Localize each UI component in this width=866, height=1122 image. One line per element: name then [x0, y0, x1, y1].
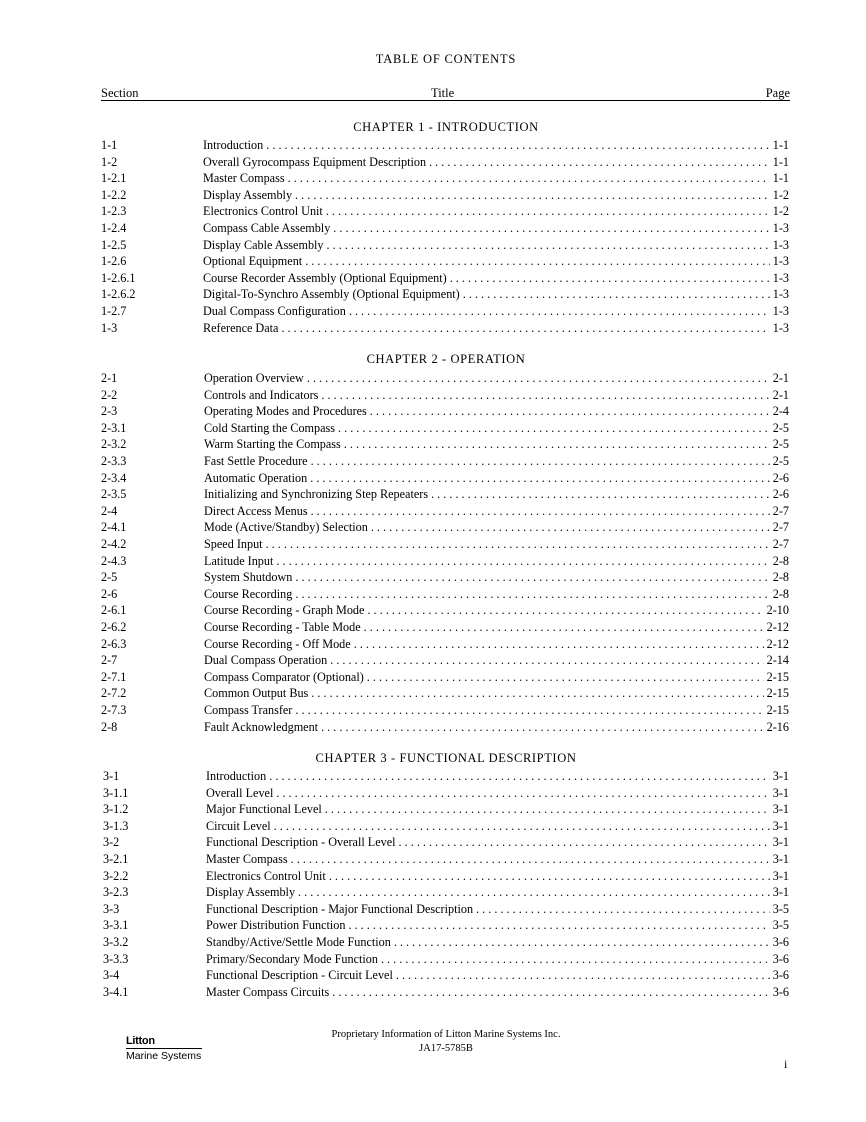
toc-entry-title: Introduction [203, 137, 266, 153]
toc-entry[interactable] [101, 569, 789, 585]
toc-entry[interactable] [103, 868, 789, 884]
logo-brand: Litton [126, 1035, 155, 1047]
dot-leader [399, 834, 770, 850]
toc-entry-page: 3-1 [770, 851, 789, 867]
toc-entry-section: 1-2.7 [101, 304, 127, 318]
toc-entry[interactable] [101, 320, 789, 336]
toc-entry-page: 1-3 [770, 220, 789, 236]
toc-entry[interactable] [101, 702, 789, 718]
toc-entry-section: 2-7.1 [101, 669, 127, 684]
toc-entry[interactable] [101, 370, 789, 386]
toc-entry-section: 2-3.2 [101, 437, 127, 452]
toc-entry[interactable] [101, 436, 789, 452]
toc-entry-title: Display Assembly [206, 884, 298, 900]
dot-leader [295, 187, 770, 203]
dot-leader [450, 270, 770, 286]
toc-entry-title: Optional Equipment [203, 253, 305, 269]
toc-entry-page: 1-3 [770, 237, 789, 253]
toc-entry[interactable] [101, 685, 789, 701]
toc-entry-section: 3-1.2 [103, 802, 129, 817]
dot-leader [307, 370, 770, 386]
toc-entry-section: 1-2.4 [101, 221, 127, 235]
column-page-label: Page [765, 86, 790, 100]
toc-entry-section: 2-4.1 [101, 520, 127, 535]
toc-entry-title: Functional Description - Overall Level [206, 834, 399, 850]
toc-entry-section: 3-2.2 [103, 868, 129, 883]
toc-entry[interactable] [101, 154, 789, 170]
toc-entry[interactable] [101, 286, 789, 302]
toc-entry[interactable] [101, 602, 789, 618]
toc-entry-title: Overall Level [206, 785, 276, 801]
toc-entry-page: 2-6 [770, 470, 789, 486]
dot-leader [295, 569, 769, 585]
dot-leader [311, 503, 770, 519]
toc-entry-page: 1-1 [770, 137, 789, 153]
toc-entry-page: 1-3 [770, 270, 789, 286]
toc-entry-page: 3-1 [770, 801, 789, 817]
toc-entry[interactable] [101, 253, 789, 269]
toc-entry-title: Common Output Bus [204, 685, 311, 701]
toc-entry-title: Automatic Operation [204, 470, 310, 486]
toc-entry-title: System Shutdown [204, 569, 295, 585]
toc-entry-section: 2-3.1 [101, 420, 127, 435]
toc-entry-section: 2-1 [101, 371, 118, 385]
toc-entry-title: Initializing and Synchronizing Step Repeaters [204, 486, 431, 502]
toc-entry[interactable] [101, 486, 789, 502]
toc-entry-page: 3-6 [770, 934, 789, 950]
dot-leader [344, 436, 770, 452]
toc-entry-section: 2-2 [101, 387, 118, 402]
toc-entry-title: Display Assembly [203, 187, 295, 203]
toc-entry-section: 1-1 [101, 138, 118, 152]
toc-entry-section: 2-3 [101, 404, 118, 419]
toc-entry-title: Compass Transfer [204, 702, 295, 718]
dot-leader [349, 303, 770, 319]
toc-entry[interactable] [103, 785, 789, 801]
toc-entry[interactable] [103, 818, 789, 834]
toc-entry-section: 1-2.6 [101, 254, 127, 269]
toc-entry[interactable] [103, 901, 789, 917]
toc-entry-section: 3-2 [103, 835, 120, 850]
toc-entry-section: 3-1 [103, 769, 120, 783]
logo-rule [126, 1048, 202, 1049]
toc-entry[interactable] [101, 503, 789, 519]
toc-entry-page: 2-12 [764, 619, 789, 635]
dot-leader [367, 669, 764, 685]
toc-entry-title: Primary/Secondary Mode Function [206, 951, 381, 967]
toc-entry[interactable] [101, 636, 789, 652]
dot-leader [329, 868, 770, 884]
dot-leader [371, 519, 770, 535]
dot-leader [429, 154, 770, 170]
toc-entry-section: 3-4 [103, 968, 120, 983]
dot-leader [266, 137, 770, 153]
dot-leader [311, 453, 770, 469]
toc-entry-title: Dual Compass Operation [204, 652, 330, 668]
toc-entry-section: 3-2.1 [103, 852, 129, 866]
toc-entry-section: 2-3.3 [101, 454, 127, 468]
toc-entry-page: 2-15 [764, 702, 789, 718]
toc-entry[interactable] [103, 917, 789, 933]
dot-leader [476, 901, 770, 917]
toc-entry-section: 2-4 [101, 503, 118, 518]
toc-entry-page: 3-6 [770, 984, 789, 1000]
toc-entry-section: 3-3 [103, 901, 120, 916]
toc-entry-page: 3-5 [770, 901, 789, 917]
toc-entry-title: Controls and Indicators [204, 387, 321, 403]
toc-entry-section: 2-6.1 [101, 603, 127, 618]
toc-entry[interactable] [101, 536, 789, 552]
toc-entry-section: 2-3.4 [101, 470, 127, 485]
toc-entry-title: Compass Cable Assembly [203, 220, 333, 236]
toc-entry-section: 1-2.6.2 [101, 287, 136, 302]
toc-entry-page: 2-12 [764, 636, 789, 652]
toc-entry-title: Electronics Control Unit [206, 868, 329, 884]
toc-entry-title: Power Distribution Function [206, 917, 348, 933]
toc-entry[interactable] [103, 801, 789, 817]
toc-entry-section: 3-3.2 [103, 935, 129, 949]
toc-entry-page: 1-3 [770, 303, 789, 319]
toc-entry-page: 3-5 [770, 917, 789, 933]
toc-entry-title: Fast Settle Procedure [204, 453, 311, 469]
toc-entry-page: 3-6 [770, 967, 789, 983]
toc-entry-page: 3-6 [770, 951, 789, 967]
column-title-label: Title [431, 86, 455, 100]
toc-entry-page: 2-5 [770, 453, 789, 469]
toc-entry[interactable] [103, 934, 789, 950]
toc-entry-section: 2-4.2 [101, 537, 127, 551]
toc-entry-page: 1-3 [770, 253, 789, 269]
toc-entry-title: Master Compass [206, 851, 291, 867]
chapter-heading: CHAPTER 1 - INTRODUCTION [353, 120, 539, 134]
toc-entry-title: Course Recorder Assembly (Optional Equipment) [203, 270, 450, 286]
toc-entry-page: 3-1 [770, 785, 789, 801]
toc-entry[interactable] [103, 967, 789, 983]
toc-entry[interactable] [101, 553, 789, 569]
toc-entry[interactable] [101, 669, 789, 685]
dot-leader [295, 702, 763, 718]
toc-entry-title: Introduction [206, 768, 269, 784]
toc-entry[interactable] [101, 237, 789, 253]
toc-entry-title: Functional Description - Circuit Level [206, 967, 396, 983]
document-number: JA17-5785B [419, 1043, 473, 1054]
toc-entry-title: Master Compass Circuits [206, 984, 332, 1000]
page-title: TABLE OF CONTENTS [375, 52, 517, 66]
toc-entry-title: Operating Modes and Procedures [204, 403, 370, 419]
toc-entry-page: 2-5 [770, 420, 789, 436]
dot-leader [298, 884, 770, 900]
toc-entry-section: 2-6 [101, 586, 118, 601]
toc-entry-section: 2-7 [101, 653, 118, 668]
dot-leader [276, 553, 769, 569]
dot-leader [311, 685, 763, 701]
toc-entry-section: 1-2 [101, 154, 118, 169]
toc-entry-page: 2-7 [770, 519, 789, 535]
column-section-label: Section [101, 86, 139, 100]
toc-entry[interactable] [103, 884, 789, 900]
dot-leader [370, 403, 770, 419]
toc-entry[interactable] [101, 220, 789, 236]
toc-entry[interactable] [101, 619, 789, 635]
chapter-heading: CHAPTER 3 - FUNCTIONAL DESCRIPTION [315, 751, 577, 765]
dot-leader [396, 967, 770, 983]
column-header [101, 86, 790, 101]
toc-entry-section: 2-8 [101, 719, 118, 734]
toc-entry-section: 1-3 [101, 320, 118, 335]
toc-entry-page: 2-7 [770, 503, 789, 519]
dot-leader [305, 253, 770, 269]
toc-entry-page: 2-4 [770, 403, 789, 419]
toc-entry-section: 2-3.5 [101, 487, 127, 502]
toc-entry-title: Major Functional Level [206, 801, 325, 817]
dot-leader [310, 470, 770, 486]
dot-leader [321, 719, 764, 735]
dot-leader [321, 387, 769, 403]
toc-entry-section: 2-7.2 [101, 686, 127, 701]
toc-entry-title: Course Recording - Graph Mode [204, 602, 367, 618]
dot-leader [327, 237, 770, 253]
dot-leader [381, 951, 770, 967]
toc-entry-page: 2-7 [770, 536, 789, 552]
toc-entry-page: 2-1 [770, 370, 789, 386]
toc-entry-title: Operation Overview [204, 370, 307, 386]
toc-entry-title: Fault Acknowledgment [204, 719, 321, 735]
toc-entry-page: 2-8 [770, 569, 789, 585]
toc-entry-page: 2-10 [764, 602, 789, 618]
toc-entry[interactable] [101, 403, 789, 419]
toc-entry[interactable] [101, 519, 789, 535]
toc-entry-title: Course Recording [204, 586, 295, 602]
toc-entry[interactable] [101, 719, 789, 735]
proprietary-notice: Proprietary Information of Litton Marine Systems Inc. [331, 1029, 561, 1040]
toc-entry[interactable] [101, 270, 789, 286]
toc-entry-page: 1-2 [770, 187, 789, 203]
toc-entry[interactable] [103, 834, 789, 850]
toc-entry-title: Course Recording - Off Mode [204, 636, 354, 652]
toc-entry[interactable] [103, 984, 789, 1000]
dot-leader [367, 602, 763, 618]
page-number: i [784, 1057, 788, 1071]
dot-leader [394, 934, 770, 950]
dot-leader [325, 801, 770, 817]
dot-leader [333, 220, 769, 236]
toc-entry-title: Overall Gyrocompass Equipment Description [203, 154, 429, 170]
toc-entry-section: 2-6.2 [101, 620, 127, 634]
toc-entry-title: Mode (Active/Standby) Selection [204, 519, 371, 535]
toc-entry-page: 2-1 [770, 387, 789, 403]
toc-entry[interactable] [101, 137, 789, 153]
dot-leader [332, 984, 770, 1000]
litton-logo [126, 1035, 202, 1062]
toc-entry-title: Compass Comparator (Optional) [204, 669, 367, 685]
dot-leader [326, 203, 770, 219]
toc-entry-section: 2-5 [101, 570, 118, 585]
dot-leader [463, 286, 770, 302]
toc-entry-page: 3-1 [770, 868, 789, 884]
toc-entry-title: Standby/Active/Settle Mode Function [206, 934, 394, 950]
toc-entry-section: 1-2.1 [101, 171, 127, 186]
toc-entry[interactable] [101, 303, 789, 319]
toc-entry-page: 3-1 [770, 834, 789, 850]
toc-entry[interactable] [101, 203, 789, 219]
toc-entry-title: Electronics Control Unit [203, 203, 326, 219]
toc-entry-title: Speed Input [204, 536, 266, 552]
toc-entry-page: 1-1 [770, 170, 789, 186]
toc-entry-title: Display Cable Assembly [203, 237, 327, 253]
toc-entry-page: 2-8 [770, 586, 789, 602]
toc-entry-page: 2-15 [764, 685, 789, 701]
dot-leader [266, 536, 770, 552]
toc-entry[interactable] [101, 586, 789, 602]
toc-entry-section: 3-2.3 [103, 885, 129, 900]
toc-entry-page: 3-1 [770, 818, 789, 834]
toc-entry-page: 2-16 [764, 719, 789, 735]
toc-entry[interactable] [101, 453, 789, 469]
toc-entry-section: 3-3.3 [103, 951, 129, 966]
dot-leader [330, 652, 763, 668]
dot-leader [338, 420, 770, 436]
toc-entry[interactable] [103, 951, 789, 967]
toc-entry-section: 1-2.3 [101, 204, 127, 219]
dot-leader [295, 586, 769, 602]
chapter-heading: CHAPTER 2 - OPERATION [366, 352, 526, 366]
dot-leader [288, 170, 770, 186]
toc-entry-page: 1-3 [770, 320, 789, 336]
toc-entry-page: 2-6 [770, 486, 789, 502]
toc-entry-section: 1-2.6.1 [101, 270, 136, 285]
toc-entry-page: 1-3 [770, 286, 789, 302]
toc-entry-title: Direct Access Menus [204, 503, 311, 519]
logo-subtitle: Marine Systems [126, 1050, 202, 1062]
dot-leader [364, 619, 764, 635]
dot-leader [431, 486, 770, 502]
dot-leader [269, 768, 770, 784]
dot-leader [281, 320, 769, 336]
toc-entry[interactable] [101, 420, 789, 436]
toc-entry-title: Reference Data [203, 320, 281, 336]
toc-entry-section: 2-4.3 [101, 553, 127, 568]
toc-entry-section: 3-4.1 [103, 984, 129, 999]
toc-entry-section: 2-6.3 [101, 636, 127, 651]
toc-entry-title: Course Recording - Table Mode [204, 619, 364, 635]
toc-entry-title: Latitude Input [204, 553, 276, 569]
dot-leader [276, 785, 769, 801]
toc-entry-section: 3-1.1 [103, 785, 129, 800]
toc-entry-title: Cold Starting the Compass [204, 420, 338, 436]
toc-entry[interactable] [101, 470, 789, 486]
toc-entry-page: 1-1 [770, 154, 789, 170]
toc-entry-page: 2-5 [770, 436, 789, 452]
dot-leader [348, 917, 769, 933]
toc-entry-section: 3-3.1 [103, 918, 129, 933]
toc-entry-title: Functional Description - Major Functional Description [206, 901, 476, 917]
toc-entry[interactable] [101, 187, 789, 203]
toc-entry-section: 1-2.5 [101, 237, 127, 252]
toc-entry[interactable] [103, 851, 789, 867]
dot-leader [354, 636, 764, 652]
toc-entry-title: Digital-To-Synchro Assembly (Optional Equipment) [203, 286, 463, 302]
toc-entry-section: 3-1.3 [103, 818, 129, 833]
dot-leader [274, 818, 770, 834]
toc-entry-page: 2-8 [770, 553, 789, 569]
toc-entry[interactable] [101, 387, 789, 403]
toc-entry-page: 1-2 [770, 203, 789, 219]
toc-entry-page: 3-1 [770, 884, 789, 900]
toc-entry[interactable] [101, 652, 789, 668]
toc-entry-title: Warm Starting the Compass [204, 436, 344, 452]
toc-entry-page: 2-14 [764, 652, 789, 668]
toc-entry[interactable] [103, 768, 789, 784]
toc-entry-title: Dual Compass Configuration [203, 303, 349, 319]
toc-entry-section: 1-2.2 [101, 187, 127, 202]
toc-entry-page: 2-15 [764, 669, 789, 685]
toc-entry-title: Master Compass [203, 170, 288, 186]
toc-entry-page: 3-1 [770, 768, 789, 784]
dot-leader [291, 851, 770, 867]
toc-entry-section: 2-7.3 [101, 703, 127, 717]
toc-entry[interactable] [101, 170, 789, 186]
toc-entry-title: Circuit Level [206, 818, 274, 834]
